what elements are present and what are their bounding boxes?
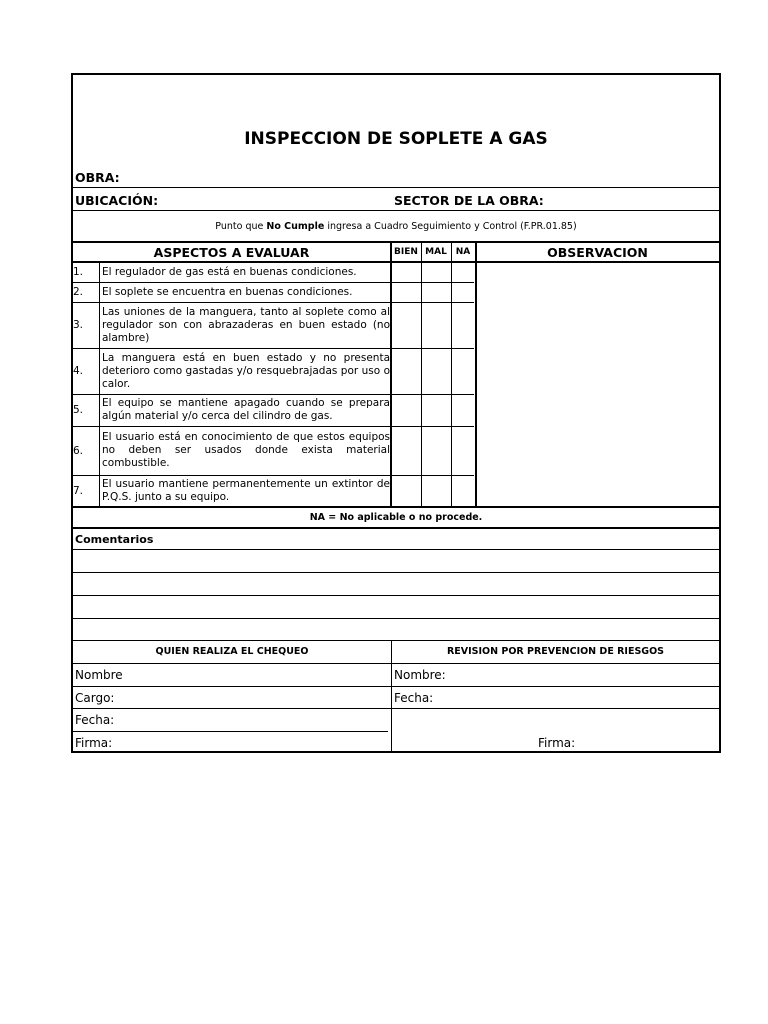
item-text: El usuario mantiene permanentemente un extintor de P.Q.S. junto a su equipo. — [102, 477, 390, 503]
divider — [73, 187, 719, 188]
item-number: 4. — [73, 365, 84, 377]
na-legend: NA = No aplicable o no procede. — [309, 512, 483, 523]
item-text: El usuario está en conocimiento de que estos equipos no deben ser usados donde exista material combustible. — [102, 431, 390, 469]
left-firma-field[interactable]: Firma: — [75, 736, 113, 750]
form-title: INSPECCION DE SOPLETE A GAS — [244, 129, 548, 149]
header-bien: BIEN — [394, 247, 418, 257]
divider — [73, 731, 388, 732]
item-text: Las uniones de la manguera, tanto al soplete como al regulador son con abrazaderas en buen estado (no alambre) — [102, 305, 390, 344]
divider — [73, 686, 719, 687]
item-number: 7. — [73, 484, 84, 497]
sector-label: SECTOR DE LA OBRA: — [394, 193, 544, 208]
header-mal: MAL — [425, 247, 447, 257]
col-divider — [475, 241, 477, 506]
note-suffix: ingresa a Cuadro Seguimiento y Control (F.PR.01.85) — [324, 221, 577, 232]
item-text: El soplete se encuentra en buenas condiciones. — [102, 285, 353, 298]
comment-line-4[interactable] — [73, 619, 719, 640]
item-number: 3. — [73, 319, 84, 331]
quien-realiza-header: QUIEN REALIZA EL CHEQUEO — [155, 646, 309, 657]
header-observacion: OBSERVACION — [547, 245, 648, 260]
item-text: La manguera está en buen estado y no presenta deterioro como gastadas y/o resquebrajadas por uso o calor. — [102, 351, 390, 390]
left-cargo-field[interactable]: Cargo: — [75, 691, 115, 705]
divider — [73, 210, 719, 211]
inspection-form — [71, 73, 721, 753]
right-nombre-field[interactable]: Nombre: — [394, 668, 446, 682]
item-number: 5. — [73, 404, 84, 416]
obra-label: OBRA: — [75, 170, 120, 185]
note-bold: No Cumple — [266, 221, 325, 232]
header-na: NA — [455, 247, 471, 257]
header-aspectos: ASPECTOS A EVALUAR — [153, 245, 310, 260]
divider — [73, 708, 719, 709]
item-number: 1. — [73, 266, 84, 278]
no-cumple-note — [73, 221, 719, 232]
left-nombre-field[interactable]: Nombre — [75, 668, 123, 682]
right-firma-field[interactable]: Firma: — [538, 736, 576, 750]
divider — [73, 640, 719, 641]
item-text: El regulador de gas está en buenas condiciones. — [102, 265, 357, 278]
col-divider — [421, 241, 422, 506]
revision-header: REVISION POR PREVENCION DE RIESGOS — [446, 646, 665, 657]
comment-line-3[interactable] — [73, 596, 719, 618]
comentarios-label: Comentarios — [75, 533, 154, 546]
item-text: El equipo se mantiene apagado cuando se prepara algún material y/o cerca del cilindro de gas. — [102, 397, 390, 422]
item-number: 2. — [73, 286, 84, 298]
left-fecha-field[interactable]: Fecha: — [75, 713, 115, 727]
item-number: 6. — [73, 444, 84, 457]
col-divider — [451, 241, 452, 506]
divider — [73, 663, 719, 664]
comment-line-1[interactable] — [73, 550, 719, 572]
ubicacion-label: UBICACIÓN: — [75, 193, 159, 208]
divider — [73, 527, 719, 529]
col-divider — [390, 241, 392, 506]
divider — [73, 506, 719, 508]
right-fecha-field[interactable]: Fecha: — [394, 691, 434, 705]
col-divider — [99, 262, 100, 506]
comment-line-2[interactable] — [73, 573, 719, 595]
note-prefix: Punto que — [215, 221, 267, 232]
